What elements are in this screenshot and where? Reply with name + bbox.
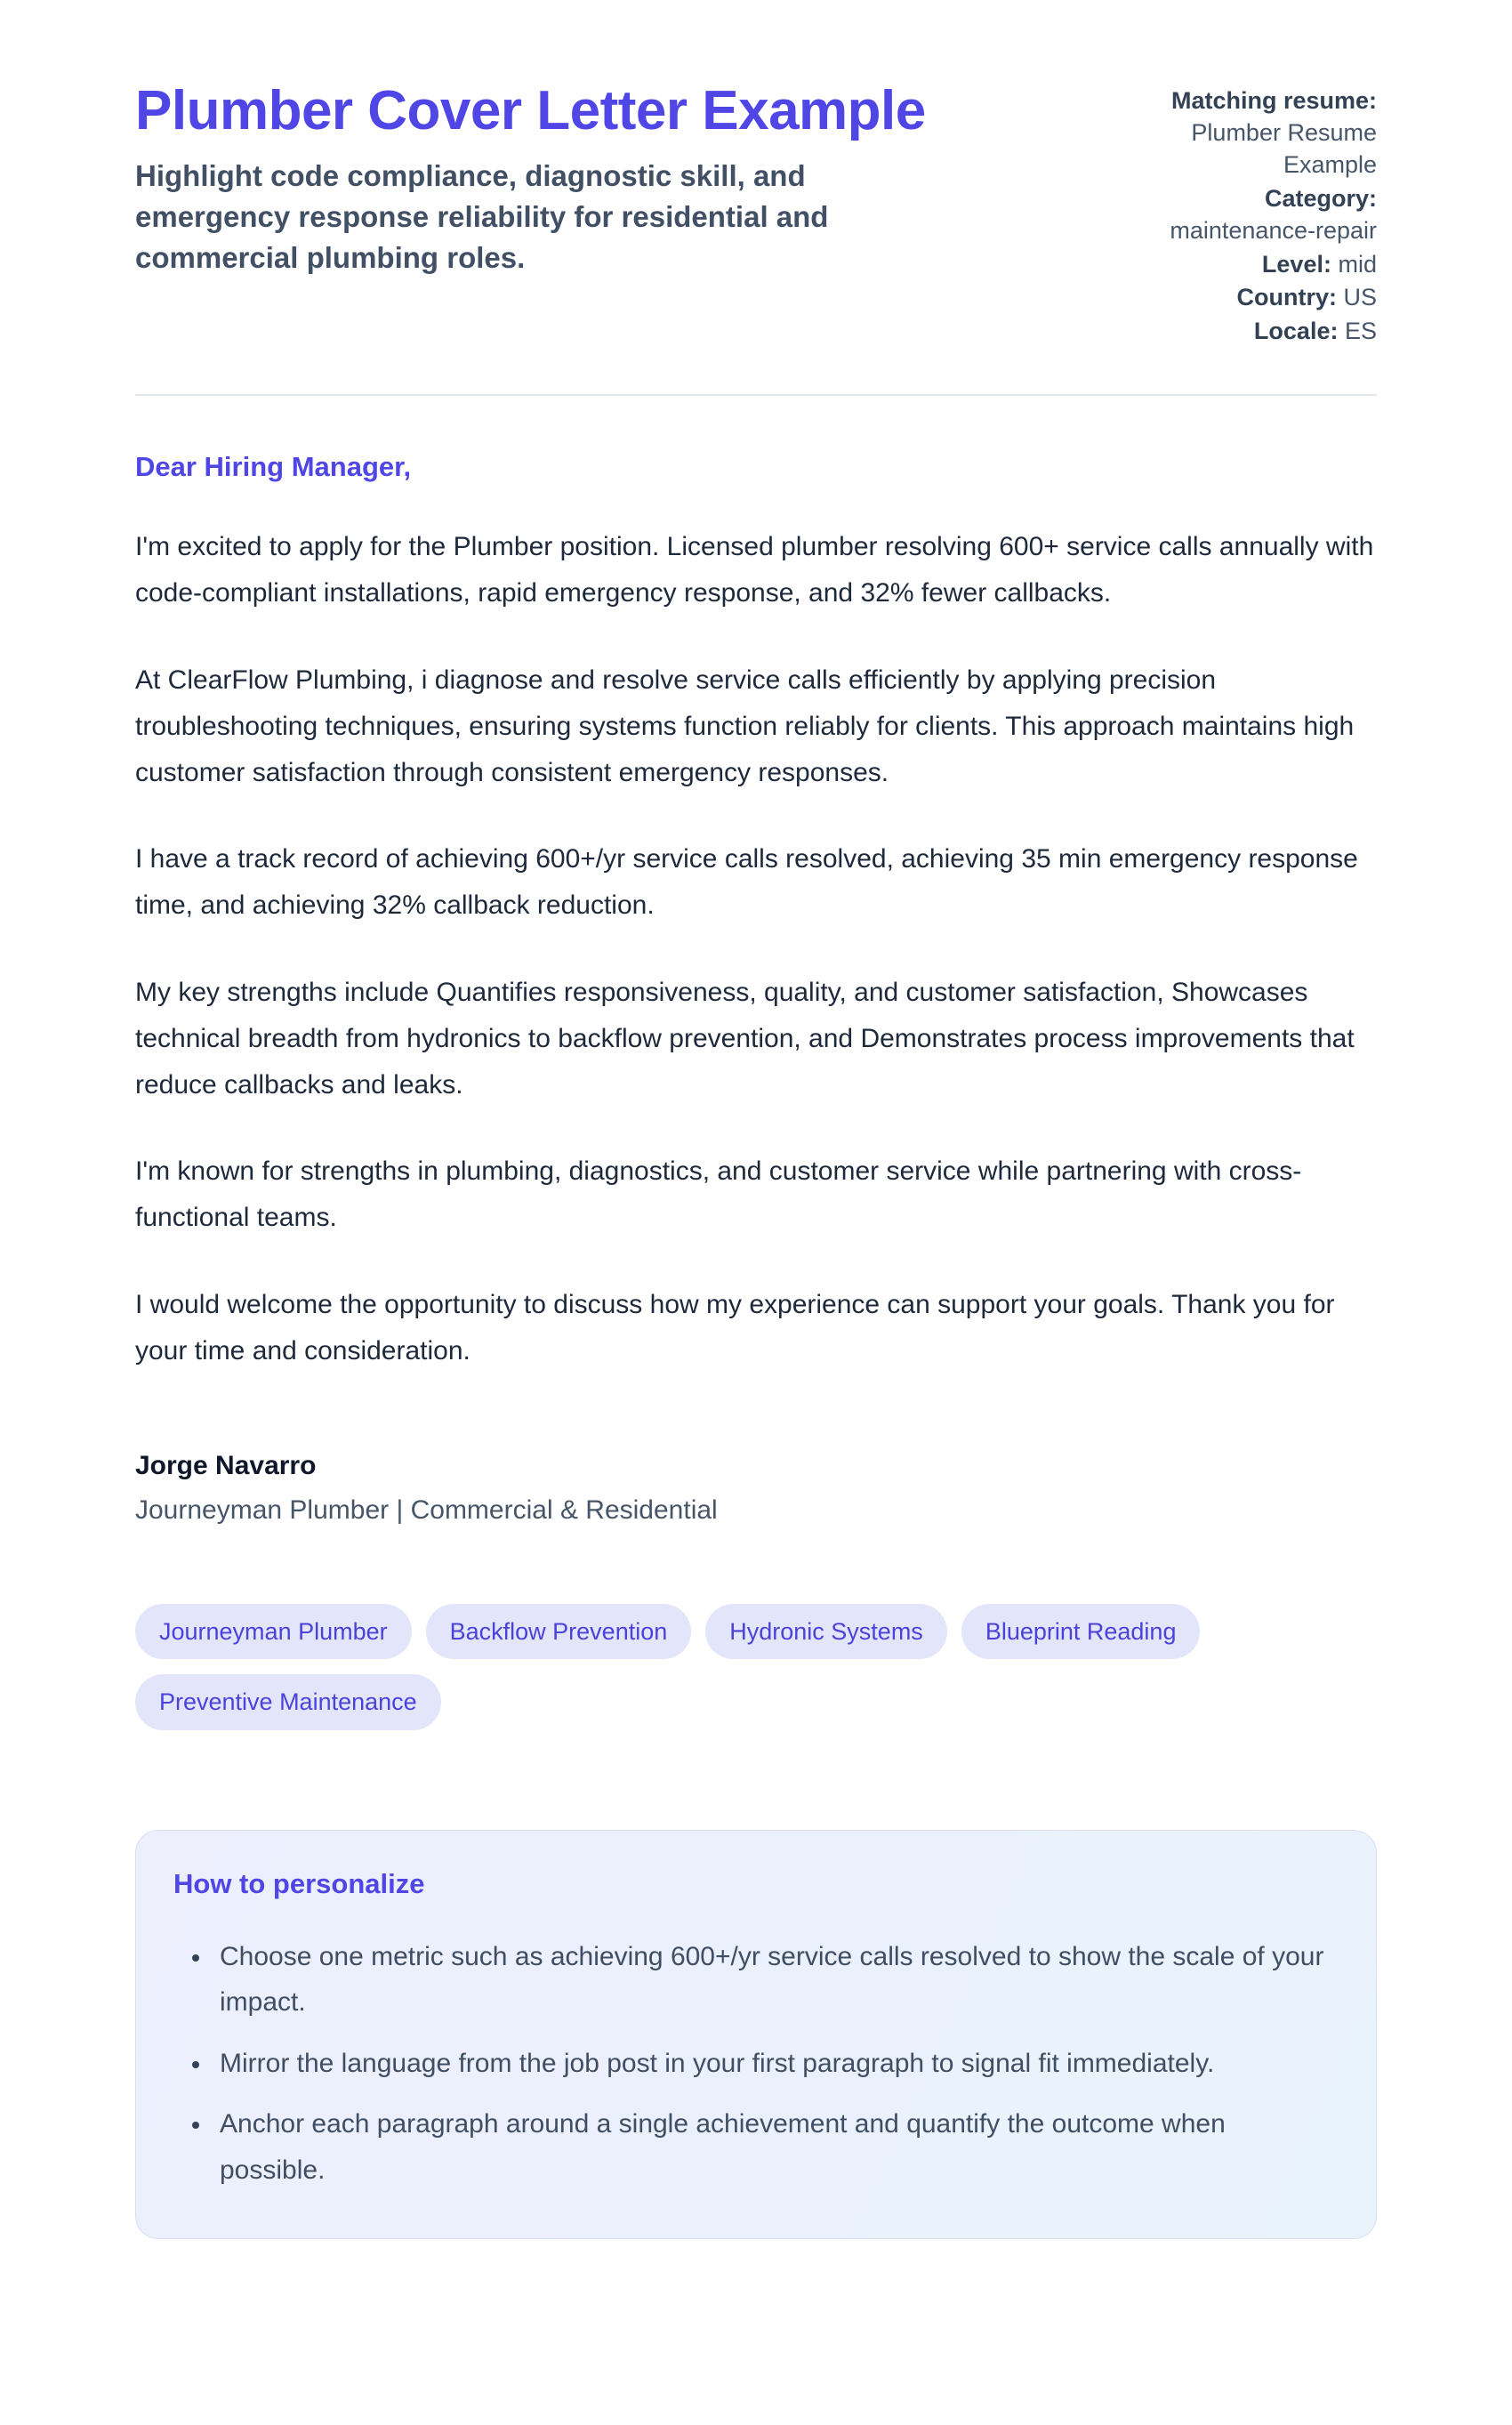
meta-row-level xyxy=(1153,249,1377,281)
meta-value: US xyxy=(1343,284,1377,311)
tip-item-metric: • Choose one metric such as achieving 600+/yr service calls resolved to show the scale of your impact. xyxy=(213,1934,1333,2026)
header-divider xyxy=(135,394,1377,396)
tag-pill-hydronic-systems: Hydronic Systems xyxy=(705,1604,947,1659)
meta-label: Matching resume: xyxy=(1170,87,1377,114)
page-subtitle: Highlight code compliance, diagnostic skill, and emergency response reliability for residential and commercial plumbing roles. xyxy=(135,159,829,274)
greeting: Dear Hiring Manager, xyxy=(135,451,412,483)
meta-value: ES xyxy=(1344,318,1377,345)
meta-label: Country: xyxy=(1236,284,1337,311)
meta-label: Category: xyxy=(1264,184,1377,212)
tips-card xyxy=(135,1830,1377,2239)
meta-row-locale xyxy=(1153,316,1377,348)
letter-section xyxy=(135,451,1377,1526)
paragraph-known-for: I'm known for strengths in plumbing, diagnostics, and customer service while partnering with cross-functional teams. xyxy=(135,1156,1302,1233)
tips-list xyxy=(173,1934,1333,2194)
paragraph-track-record: I have a track record of achieving 600+/yr service calls resolved, achieving 35 min emergency response time, and achieving 32% callback reduction. xyxy=(135,844,1358,921)
tip-item-mirror-language: • Mirror the language from the job post in your first paragraph to signal fit immediately. xyxy=(213,2041,1333,2087)
header xyxy=(135,80,1377,350)
tips-title: How to personalize xyxy=(173,1867,425,1899)
meta-row-category xyxy=(1153,183,1377,247)
meta-value: maintenance-repair xyxy=(1170,216,1377,244)
paragraph-intro: I'm excited to apply for the Plumber position. Licensed plumber resolving 600+ service calls annually with code-compliant installations, rapid emergency response, and 32% fewer callbacks. xyxy=(135,532,1374,608)
page-title: Plumber Cover Letter Example xyxy=(135,80,926,141)
signature-name: Jorge Navarro xyxy=(135,1450,317,1480)
paragraph-closing: I would welcome the opportunity to discuss how my experience can support your goals. Thank you for your time and consideration. xyxy=(135,1289,1335,1366)
paragraph-experience: At ClearFlow Plumbing, i diagnose and resolve service calls efficiently by applying precision troubleshooting techniques, ensuring systems function reliably for clients. This approach maintains high customer satisfaction through consistent emergency responses. xyxy=(135,665,1355,787)
header-text-block xyxy=(135,80,936,278)
meta-row-country xyxy=(1153,282,1377,314)
meta-label: Locale: xyxy=(1253,318,1339,345)
meta-value: mid xyxy=(1338,250,1377,278)
meta-label: Level: xyxy=(1261,250,1331,278)
meta-row-matching-resume xyxy=(1153,85,1377,181)
signature-role: Journeyman Plumber | Commercial & Residential xyxy=(135,1494,718,1525)
tag-pill-backflow-prevention: Backflow Prevention xyxy=(426,1604,692,1659)
paragraph-strengths: My key strengths include Quantifies responsiveness, quality, and customer satisfaction, Showcases technical breadth from hydronics to backflow prevention, and Demonstrates process improvements that reduce callbacks and leaks. xyxy=(135,977,1355,1100)
tag-list xyxy=(135,1604,1377,1730)
meta-value: Plumber Resume Example xyxy=(1191,118,1377,178)
tag-pill-preventive-maintenance: Preventive Maintenance xyxy=(135,1674,441,1729)
meta-panel xyxy=(1153,80,1377,350)
tip-item-anchor-paragraph: • Anchor each paragraph around a single achievement and quantify the outcome when possible. xyxy=(213,2101,1333,2193)
tag-pill-journeyman-plumber: Journeyman Plumber xyxy=(135,1604,412,1659)
tag-pill-blueprint-reading: Blueprint Reading xyxy=(961,1604,1201,1659)
